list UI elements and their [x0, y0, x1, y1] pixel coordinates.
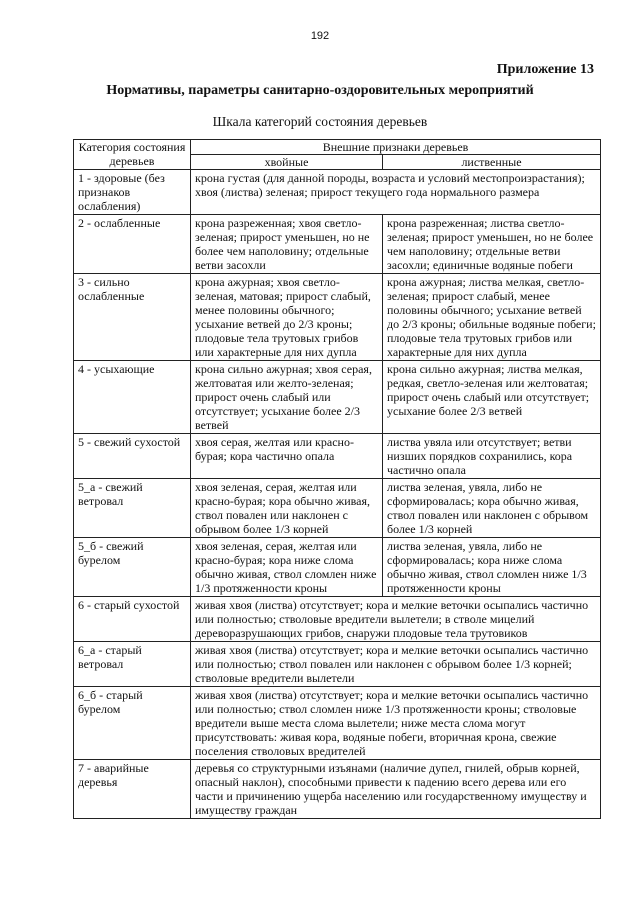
- table-row: [74, 597, 601, 642]
- tree-condition-table: [73, 139, 601, 819]
- deciduous-cell: крона ажурная; листва мелкая, светло-зеленая; прирост слабый, менее половины обычного; усыхание ветвей до 2/3 кроны; обильные водяные побеги; плодовые тела трутовых грибов или характерные для них дупла: [383, 274, 601, 361]
- conifer-cell: крона ажурная; хвоя светло-зеленая, матовая; прирост слабый, менее половины обычного; усыхание ветвей до 2/3 кроны; плодовые тела трутовых грибов или характерные для них дупла: [191, 274, 383, 361]
- header-category: Категория состояния деревьев: [74, 140, 191, 170]
- table-row: [74, 642, 601, 687]
- page-number: 192: [310, 30, 330, 42]
- signs-cell: крона густая (для данной породы, возраста и условий местопроизрастания); хвоя (листва) зеленая; прирост текущего года нормального размера: [191, 170, 601, 215]
- category-cell: 3 - сильно ослабленные: [74, 274, 191, 361]
- table-row: [74, 215, 601, 274]
- category-cell: 5_б - свежий бурелом: [74, 538, 191, 597]
- table-subtitle: Шкала категорий состояния деревьев: [212, 114, 428, 129]
- signs-cell: деревья со структурными изъянами (наличие дупел, гнилей, обрыв корней, опасный наклон), способными привести к падению всего дерева или его части и причинению ущерба населению или государственному имуществу и имуществу граждан: [191, 760, 601, 819]
- conifer-cell: крона разреженная; хвоя светло-зеленая; прирост уменьшен, но не более чем наполовину; отдельные ветви засохли: [191, 215, 383, 274]
- table-row: [74, 538, 601, 597]
- category-cell: 1 - здоровые (без признаков ослабления): [74, 170, 191, 215]
- signs-cell: живая хвоя (листва) отсутствует; кора и мелкие веточки осыпались частично или полностью; ствол сломлен ниже 1/3 протяженности кроны; стволовые вредители выше места слома вылетели; ниже места слома могут присутствовать: живая кора, водяные побеги, вторичная крона, свежие поселения стволовых вредителей: [191, 687, 601, 760]
- category-cell: 6_а - старый ветровал: [74, 642, 191, 687]
- category-cell: 6 - старый сухостой: [74, 597, 191, 642]
- header-conifer: хвойные: [191, 155, 383, 170]
- category-cell: 2 - ослабленные: [74, 215, 191, 274]
- document-title: Нормативы, параметры санитарно-оздоровительных мероприятий: [106, 83, 534, 98]
- deciduous-cell: листва зеленая, увяла, либо не сформировалась; кора обычно живая, ствол повален или наклонен с обрывом более 1/3 корней: [383, 479, 601, 538]
- table-row: [74, 479, 601, 538]
- header-signs: Внешние признаки деревьев: [191, 140, 601, 155]
- header-deciduous: лиственные: [383, 155, 601, 170]
- deciduous-cell: крона сильно ажурная; листва мелкая, редкая, светло-зеленая или желтоватая; прирост очень слабый или отсутствует; усыхание более 2/3 ветвей: [383, 361, 601, 434]
- category-cell: 7 - аварийные деревья: [74, 760, 191, 819]
- signs-cell: живая хвоя (листва) отсутствует; кора и мелкие веточки осыпались частично или полностью; стволовые вредители вылетели; в стволе мицелий дереворазрушающих грибов, снаружи плодовые тела трутовиков: [191, 597, 601, 642]
- table-row: [74, 361, 601, 434]
- table-row: [74, 687, 601, 760]
- category-cell: 5_а - свежий ветровал: [74, 479, 191, 538]
- deciduous-cell: листва зеленая, увяла, либо не сформировалась; кора ниже слома обычно живая, ствол сломлен ниже 1/3 протяженности кроны: [383, 538, 601, 597]
- category-cell: 6_б - старый бурелом: [74, 687, 191, 760]
- table-row: [74, 434, 601, 479]
- table-row: [74, 760, 601, 819]
- deciduous-cell: листва увяла или отсутствует; ветви низших порядков сохранились, кора частично опала: [383, 434, 601, 479]
- table-header-row: [74, 140, 601, 155]
- table-row: [74, 274, 601, 361]
- conifer-cell: крона сильно ажурная; хвоя серая, желтоватая или желто-зеленая; прирост очень слабый или отсутствует; усыхание более 2/3 ветвей: [191, 361, 383, 434]
- deciduous-cell: крона разреженная; листва светло-зеленая; прирост уменьшен, но не более чем наполовину; отдельные ветви засохли; единичные водяные побеги: [383, 215, 601, 274]
- conifer-cell: хвоя зеленая, серая, желтая или красно-бурая; кора ниже слома обычно живая, ствол сломлен ниже 1/3 протяженности кроны: [191, 538, 383, 597]
- category-cell: 5 - свежий сухостой: [74, 434, 191, 479]
- conifer-cell: хвоя серая, желтая или красно-бурая; кора частично опала: [191, 434, 383, 479]
- table-row: [74, 170, 601, 215]
- category-cell: 4 - усыхающие: [74, 361, 191, 434]
- signs-cell: живая хвоя (листва) отсутствует; кора и мелкие веточки осыпались частично или полностью; ствол повален или наклонен с обрывом более 1/3 корней; стволовые вредители вылетели: [191, 642, 601, 687]
- appendix-label: Приложение 13: [496, 62, 594, 77]
- conifer-cell: хвоя зеленая, серая, желтая или красно-бурая; кора обычно живая, ствол повален или наклонен с обрывом более 1/3 корней: [191, 479, 383, 538]
